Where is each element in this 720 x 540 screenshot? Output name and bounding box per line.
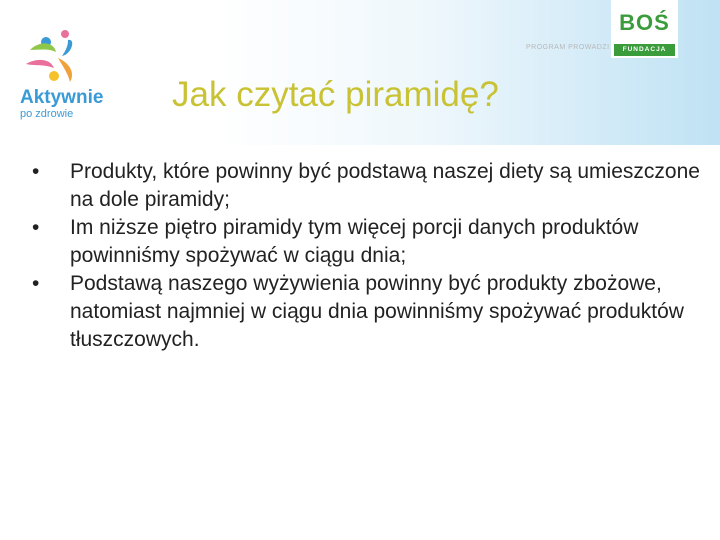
list-item [30, 214, 702, 270]
list-item [30, 270, 702, 354]
slide-title: Jak czytać piramidę? [172, 75, 499, 114]
bullet-icon: • [32, 272, 40, 295]
bullet-list [30, 158, 702, 354]
list-item-text: Produkty, które powinny być podstawą naszej diety są umieszczone na dole piramidy; [70, 160, 700, 211]
bos-brand-sub: FUNDACJA [614, 44, 675, 56]
bos-brand: BOŚ [619, 10, 670, 35]
program-label: PROGRAM PROWADZI [526, 44, 610, 51]
bullet-icon: • [32, 216, 40, 239]
logo-tagline: po zdrowie [20, 108, 74, 120]
bos-logo [611, 0, 678, 58]
list-item-text: Podstawą naszego wyżywienia powinny być produkty zbożowe, natomiast najmniej w ciągu dnia powinniśmy spożywać produktów tłuszczowych. [70, 272, 684, 351]
list-item [30, 158, 702, 214]
bullet-icon: • [32, 160, 40, 183]
list-item-text: Im niższe piętro piramidy tym więcej porcji danych produktów powinniśmy spożywać w ciągu dnia; [70, 216, 639, 267]
logo-name: Aktywnie [20, 87, 104, 108]
